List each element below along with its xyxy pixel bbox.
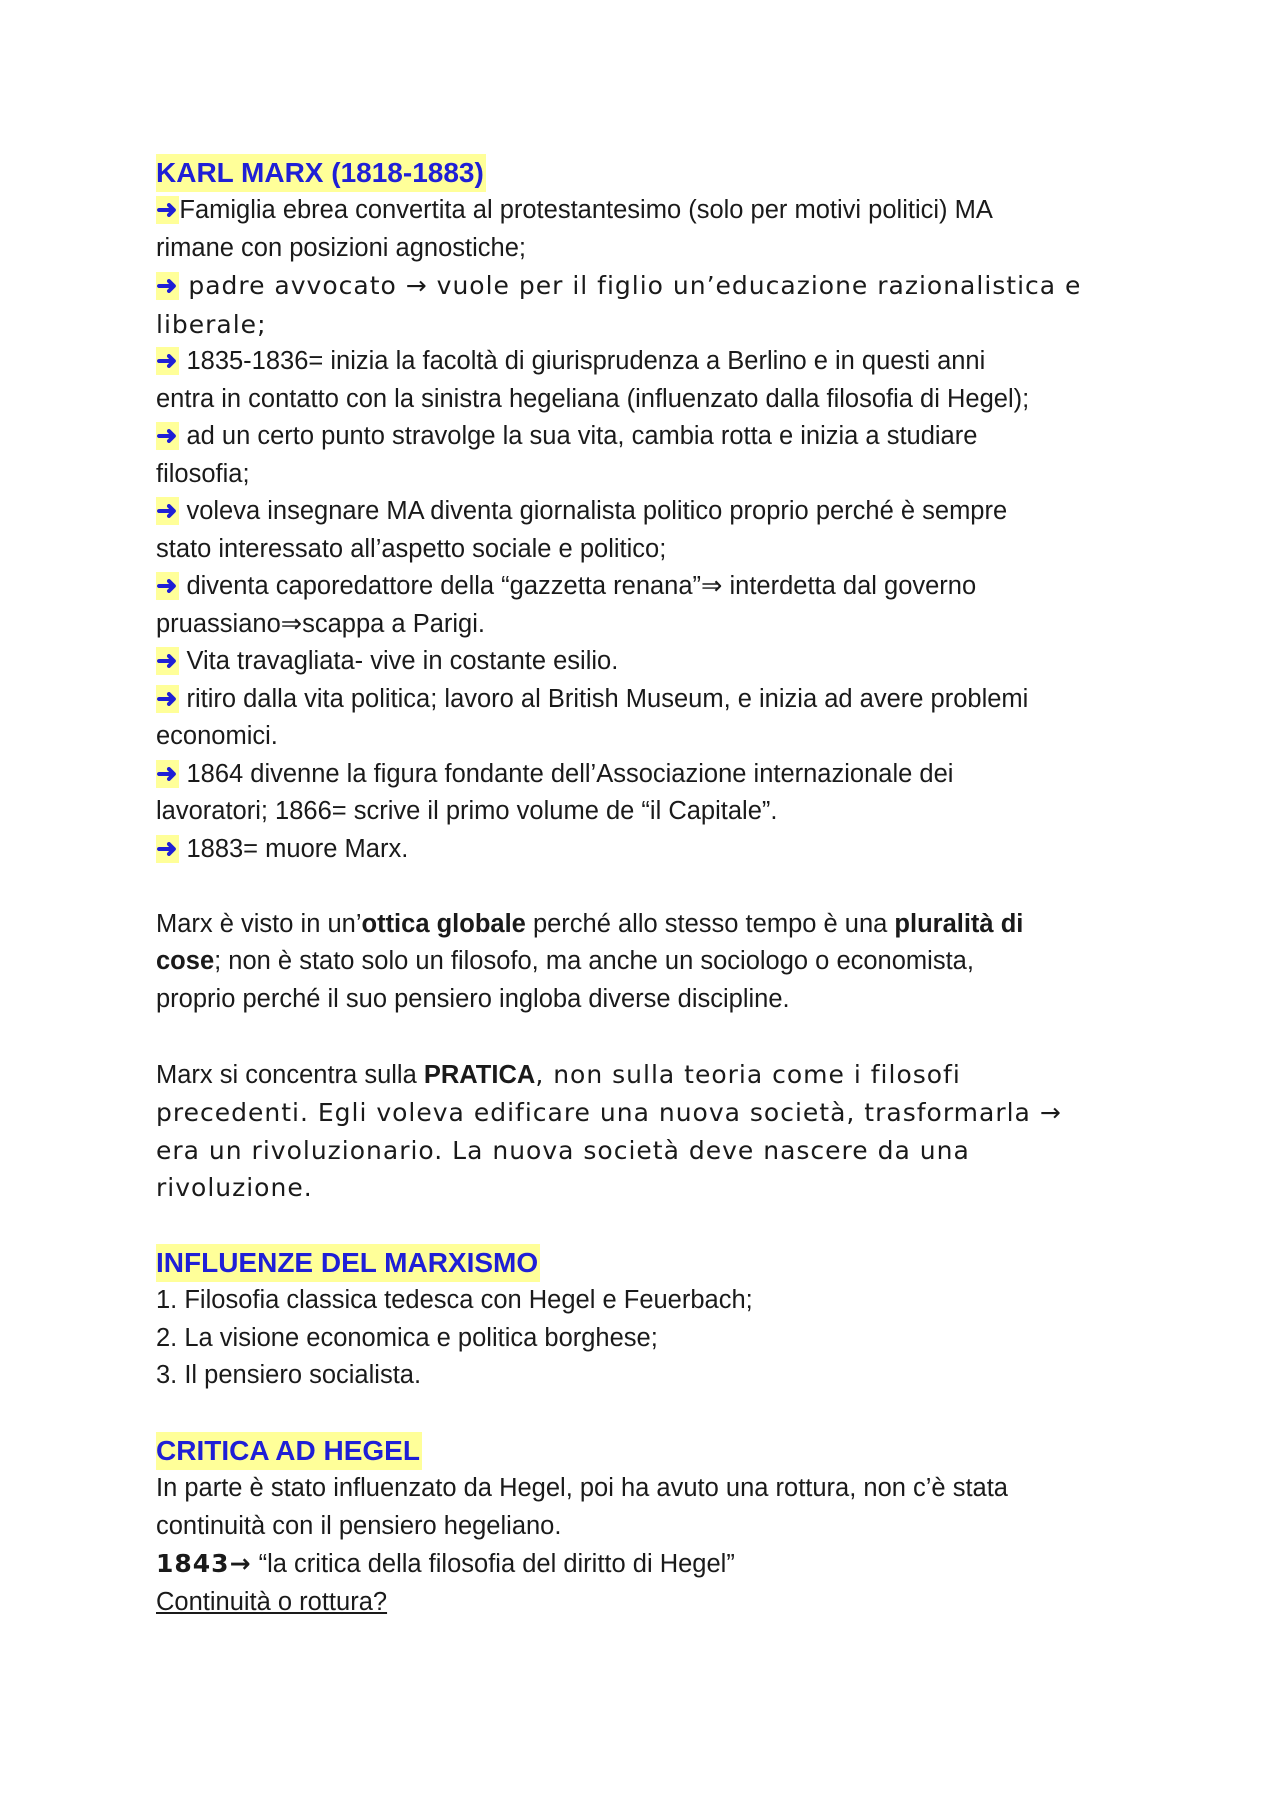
bio-text: padre avvocato → vuole per il figlio un’educazione razionalistica e [179, 271, 1082, 300]
paragraph-line: 1843→ “la critica della filosofia del diritto di Hegel” [156, 1549, 735, 1578]
list-item: 1. Filosofia classica tedesca con Hegel e Feuerbach; [156, 1286, 753, 1314]
bio-line [156, 643, 1156, 681]
arrow-icon: ➜ [156, 196, 178, 224]
arrow-icon: ➜ [156, 834, 178, 863]
list-item: 3. Il pensiero socialista. [156, 1361, 422, 1389]
bio-line: economici. [156, 722, 278, 750]
paragraph-line: Marx è visto in un’ottica globale perché allo stesso tempo è una pluralità di [156, 909, 1024, 938]
bio-line [156, 418, 1156, 456]
paragraph-line: cose; non è stato solo un filosofo, ma anche un sociologo o economista, [156, 947, 974, 975]
document-page [156, 154, 1156, 1621]
bio-line: filosofia; [156, 459, 250, 488]
bio-line: liberale; [156, 309, 267, 339]
arrow-icon: ➜ [156, 347, 178, 375]
paragraph-line: rivoluzione. [156, 1173, 313, 1202]
arrow-icon: ➜ [156, 272, 178, 300]
bio-line [156, 343, 1156, 381]
paragraph-line: proprio perché il suo pensiero ingloba diverse discipline. [156, 984, 790, 1013]
bio-text: ad un certo punto stravolge la sua vita, cambia rotta e inizia a studiare [179, 422, 978, 450]
arrow-icon: ➜ [156, 497, 178, 525]
bio-line [156, 267, 1156, 306]
bio-line: pruassiano⇒scappa a Parigi. [156, 609, 485, 638]
arrow-icon: ➜ [156, 422, 178, 450]
bio-text: 1835-1836= inizia la facoltà di giurisprudenza a Berlino e in questi anni [179, 347, 986, 375]
bio-line [156, 568, 1156, 606]
bio-text: diventa caporedattore della “gazzetta renana”⇒ interdetta dal governo [179, 572, 977, 600]
bio-line [156, 493, 1156, 531]
bio-text: 1883= muore Marx. [179, 834, 409, 863]
bio-line [156, 831, 1156, 869]
heading-influenze: INFLUENZE DEL MARXISMO [156, 1244, 540, 1282]
year-label: 1843→ [156, 1549, 252, 1578]
heading-karl-marx: KARL MARX (1818-1883) [156, 154, 486, 192]
paragraph-line: Marx si concentra sulla PRATICA, non sulla teoria come i filosofi [156, 1059, 961, 1089]
bio-text: Vita travagliata- vive in costante esilio. [179, 647, 619, 675]
bio-line: rimane con posizioni agnostiche; [156, 233, 526, 262]
bio-line [156, 192, 1156, 230]
bio-text: ritiro dalla vita politica; lavoro al British Museum, e inizia ad avere problemi [179, 684, 1029, 713]
paragraph-line: era un rivoluzionario. La nuova società deve nascere da una [156, 1135, 970, 1165]
paragraph-line: precedenti. Egli voleva edificare una nuova società, trasformarla → [156, 1098, 1062, 1127]
underlined-question: Continuità o rottura? [156, 1587, 388, 1616]
arrow-icon: ➜ [156, 684, 178, 713]
bio-text: voleva insegnare MA diventa giornalista politico proprio perché è sempre [179, 497, 1008, 525]
arrow-icon: ➜ [156, 647, 178, 675]
paragraph-line: In parte è stato influenzato da Hegel, poi ha avuto una rottura, non c’è stata [156, 1474, 1008, 1502]
paragraph-line: continuità con il pensiero hegeliano. [156, 1511, 562, 1540]
bio-line [156, 681, 1156, 719]
bio-text: Famiglia ebrea convertita al protestantesimo (solo per motivi politici) MA [179, 196, 993, 224]
bio-line: stato interessato all’aspetto sociale e politico; [156, 534, 667, 563]
arrow-icon: ➜ [156, 572, 178, 600]
bio-text: 1864 divenne la figura fondante dell’Associazione internazionale dei [179, 759, 954, 788]
arrow-icon: ➜ [156, 759, 178, 788]
bio-line: entra in contatto con la sinistra hegeliana (influenzato dalla filosofia di Hegel); [156, 384, 1030, 413]
list-item: 2. La visione economica e politica borghese; [156, 1323, 658, 1352]
heading-critica: CRITICA AD HEGEL [156, 1432, 422, 1470]
bio-line [156, 756, 1156, 794]
bio-line: lavoratori; 1866= scrive il primo volume de “il Capitale”. [156, 797, 778, 825]
